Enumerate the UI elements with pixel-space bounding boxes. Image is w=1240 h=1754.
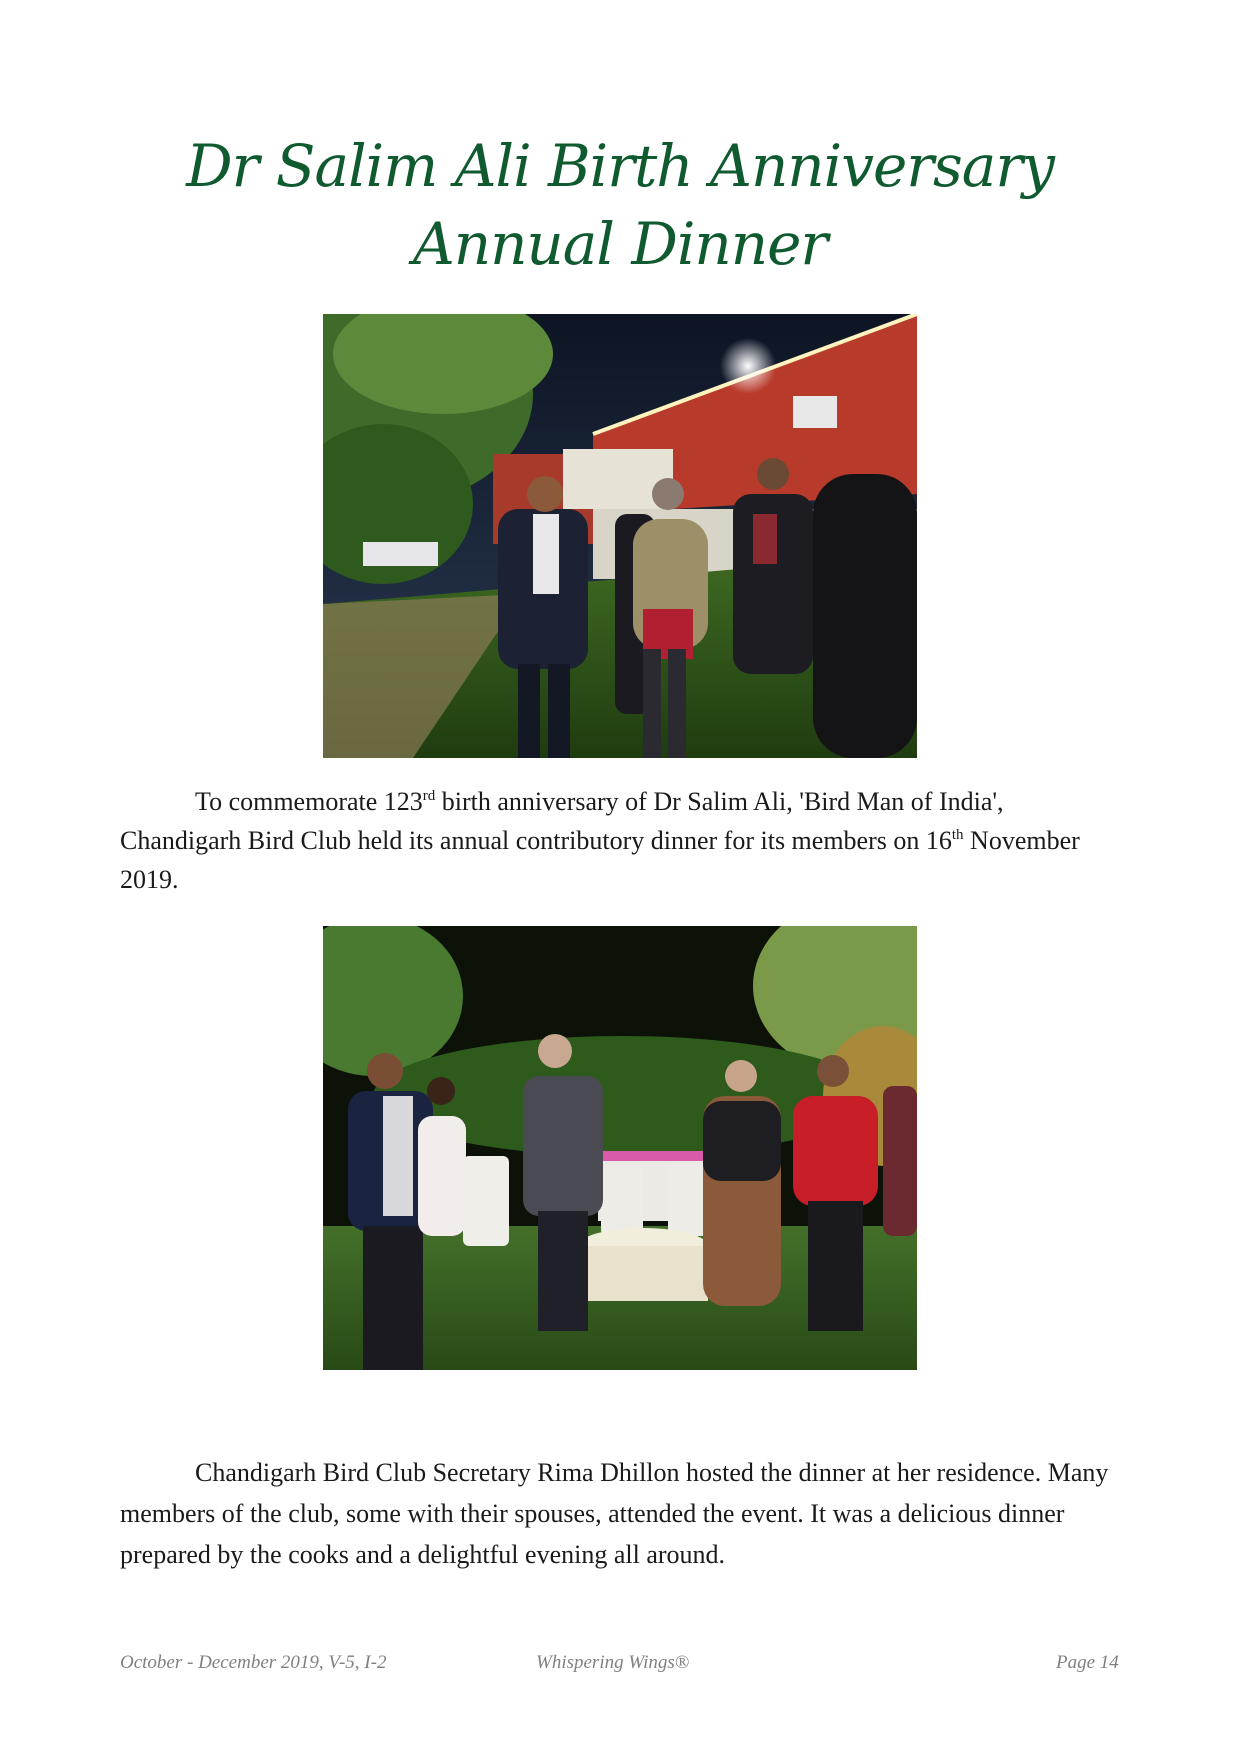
paragraph-intro-part-3: November 2019. [120,826,1080,894]
superscript-th: th [951,827,964,843]
page-title-line-1: Dr Salim Ali Birth Anniversary [186,132,1054,200]
paragraph-host-text: Chandigarh Bird Club Secretary Rima Dhillon hosted the dinner at her residence. Many members of the club, some with their spouses, attended the event. It was a delicious dinner prepared by the cooks and a delightful evening all around. [120,1458,1109,1569]
party-photo-building [323,314,917,758]
superscript-rd: rd [422,788,436,804]
paragraph-intro [120,782,1120,899]
footer-page-number: Page 14 [1056,1652,1119,1673]
footer-magazine-name: Whispering Wings® [536,1652,690,1673]
paragraph-host [120,1452,1120,1575]
paragraph-intro-part-1: To commemorate 123 [195,787,423,816]
page-title-line-2: Annual Dinner [412,210,828,278]
footer-issue: October - December 2019, V-5, I-2 [120,1652,387,1673]
paragraph-intro-part-2: birth anniversary of Dr Salim Ali, 'Bird Man of India', Chandigarh Bird Club held its annual contributory dinner for its members on 16 [120,787,1004,855]
party-photo-garden [323,926,917,1370]
